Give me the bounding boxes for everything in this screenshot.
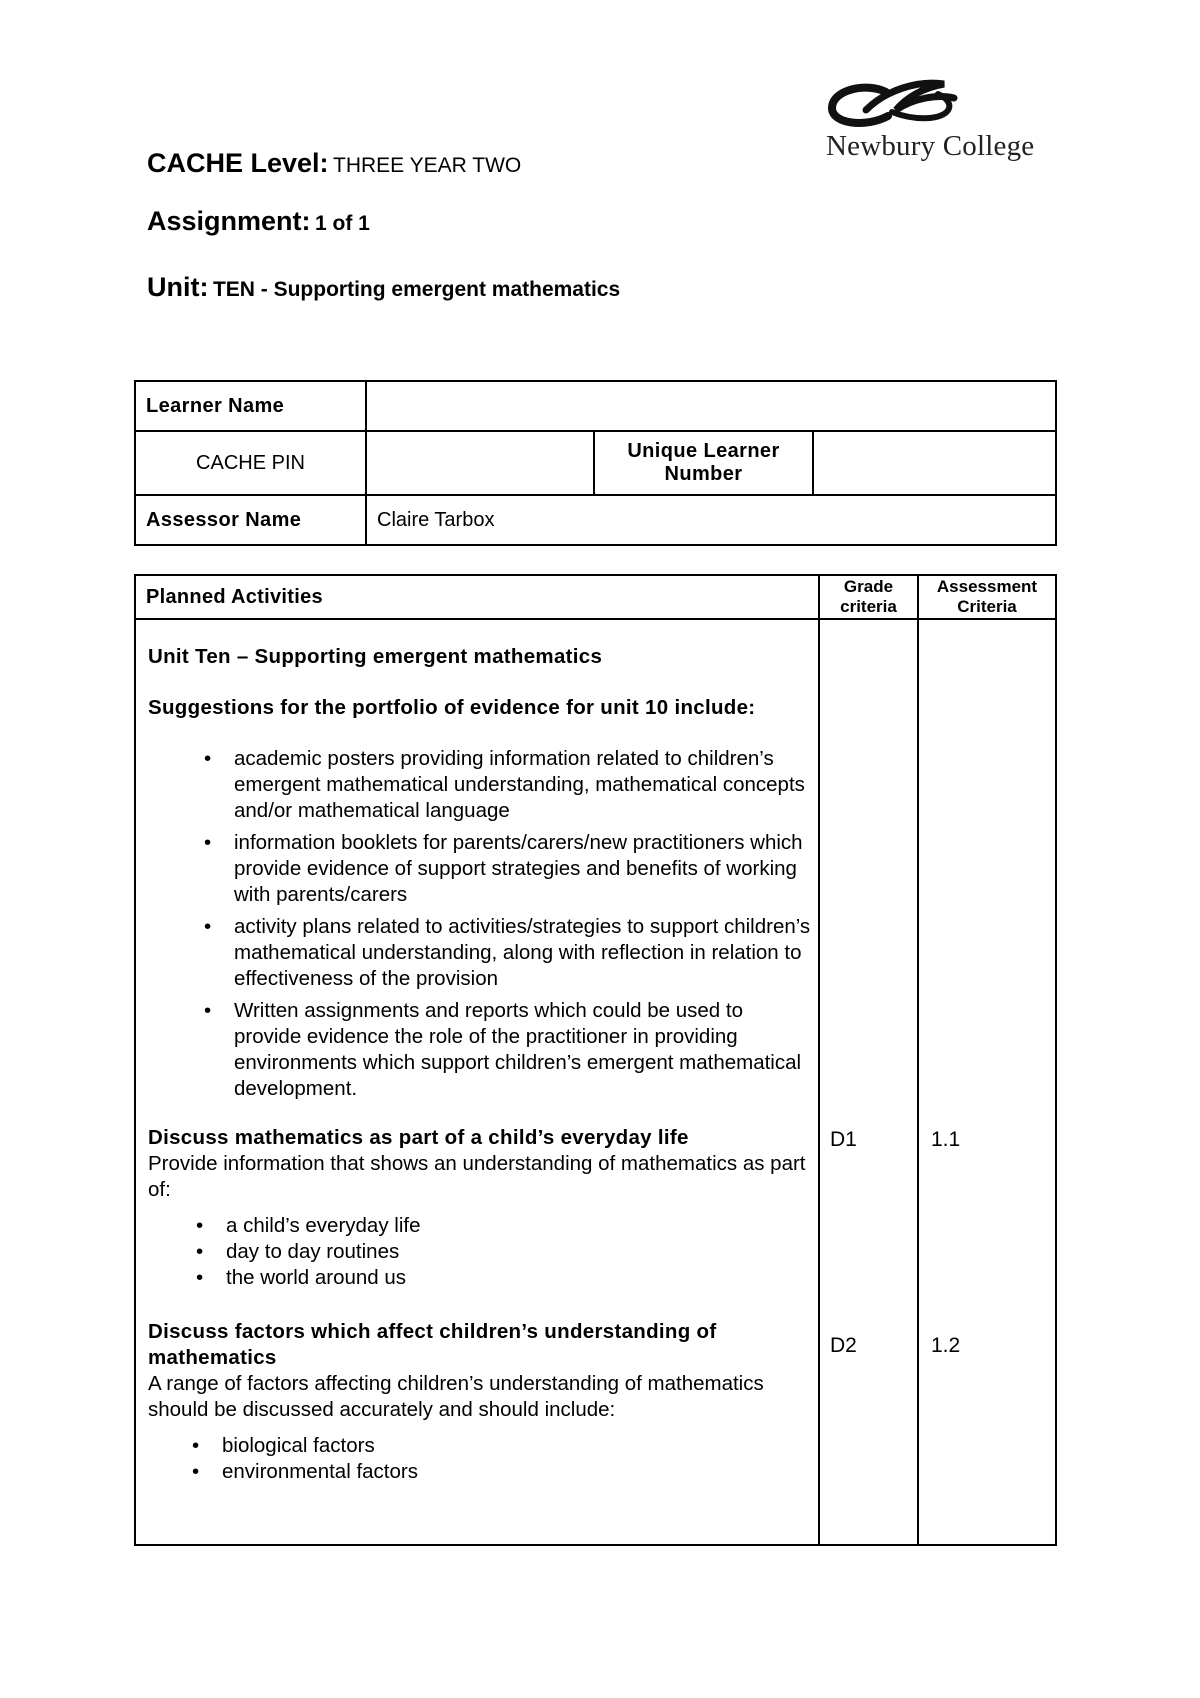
assessor-name-value: Claire Tarbox <box>366 495 1056 545</box>
grade-criteria-cell <box>819 619 918 1545</box>
unit-label: Unit: <box>147 272 209 302</box>
portfolio-item: • academic posters providing information related to children’s emergent mathematical understanding, mathematical concepts and/or mathematical language <box>234 746 814 824</box>
assignment-label: Assignment: <box>147 206 311 236</box>
section-list <box>148 1433 768 1485</box>
uln-field[interactable] <box>813 431 1056 495</box>
section-factors <box>148 1319 768 1485</box>
portfolio-item: • activity plans related to activities/strategies to support children’s mathematical understanding, along with reflection in relation to effectiveness of the provision <box>234 914 814 992</box>
cache-pin-field[interactable] <box>366 431 594 495</box>
section-text: Provide information that shows an understanding of mathematics as part of: <box>148 1152 806 1201</box>
section-text: A range of factors affecting children’s understanding of mathematics should be discussed accurately and should include: <box>148 1372 764 1421</box>
section-title: Discuss factors which affect children’s understanding of mathematics <box>148 1320 717 1369</box>
assignment-value: 1 of 1 <box>314 212 370 235</box>
cache-level-label: CACHE Level: <box>147 148 329 178</box>
logo-text: Newbury College <box>826 130 1035 162</box>
assessment-criteria-header: Assessment Criteria <box>918 575 1056 619</box>
portfolio-list <box>234 746 814 1102</box>
logo-mark-icon <box>826 76 1066 136</box>
learner-details-table <box>134 380 1057 546</box>
unit-value: TEN - Supporting emergent mathematics <box>212 278 621 301</box>
criteria-1-2: 1.2 <box>931 1334 961 1357</box>
cache-level-value: THREE YEAR TWO <box>333 154 522 177</box>
grade-d2: D2 <box>830 1334 857 1357</box>
section-item: • environmental factors <box>222 1459 768 1485</box>
section-item: • a child’s everyday life <box>226 1213 808 1239</box>
assignment-line <box>147 206 370 237</box>
assessment-criteria-cell <box>918 619 1056 1545</box>
section-everyday-life <box>148 1125 808 1291</box>
portfolio-item: • information booklets for parents/carers/new practitioners which provide evidence of support strategies and benefits of working with parents/carers <box>234 830 814 908</box>
cache-pin-label: CACHE PIN <box>135 431 366 495</box>
learner-name-label: Learner Name <box>135 381 366 431</box>
section-item: • day to day routines <box>226 1239 808 1265</box>
criteria-1-1: 1.1 <box>931 1128 961 1151</box>
section-list <box>148 1213 808 1291</box>
assessor-name-label: Assessor Name <box>135 495 366 545</box>
planned-activities-table <box>134 574 1057 1546</box>
grade-criteria-header: Grade criteria <box>819 575 918 619</box>
newbury-college-logo <box>826 76 1066 176</box>
uln-label: Unique Learner Number <box>594 431 813 495</box>
section-item: • biological factors <box>222 1433 768 1459</box>
unit-line <box>147 272 620 303</box>
planned-activities-header: Planned Activities <box>135 575 819 619</box>
learner-name-field[interactable] <box>366 381 1056 431</box>
portfolio-heading: Suggestions for the portfolio of evidence for unit 10 include: <box>148 696 756 719</box>
section-title: Discuss mathematics as part of a child’s everyday life <box>148 1126 689 1149</box>
section-item: • the world around us <box>226 1265 808 1291</box>
unit-heading: Unit Ten – Supporting emergent mathematics <box>148 645 603 668</box>
grade-d1: D1 <box>830 1128 857 1151</box>
cache-level-line <box>147 148 521 179</box>
activities-cell <box>135 619 819 1545</box>
portfolio-item: • Written assignments and reports which could be used to provide evidence the role of the practitioner in providing environments which support children’s emergent mathematical development. <box>234 998 814 1102</box>
